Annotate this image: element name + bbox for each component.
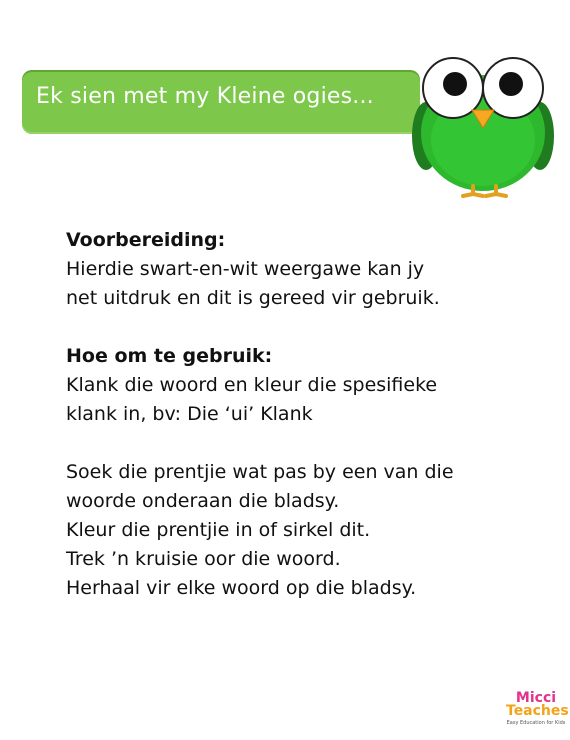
preparation-line: net uitdruk en dit is gereed vir gebruik. (66, 287, 440, 309)
step-line: woorde onderaan die bladsy. (66, 490, 340, 512)
preparation-line: Hierdie swart-en-wit weergawe kan jy (66, 258, 425, 280)
instructions (66, 226, 536, 603)
step-line: Trek ’n kruisie oor die woord. (66, 548, 341, 570)
step-line: Herhaal vir elke woord op die bladsy. (66, 577, 417, 599)
usage-line: klank in, bv: Die ‘ui’ Klank (66, 403, 313, 425)
banner-title: Ek sien met my Kleine ogies... (36, 84, 374, 109)
logo-tagline: Easy Education for Kids (506, 720, 566, 726)
usage-line: Klank die woord en kleur die spesifieke (66, 374, 438, 396)
section-heading-preparation: Voorbereiding: (66, 229, 226, 251)
step-line: Soek die prentjie wat pas by een van die (66, 461, 454, 483)
micci-teaches-logo (506, 690, 569, 732)
logo-line2: Teaches (506, 703, 569, 719)
title-banner (22, 70, 420, 134)
step-line: Kleur die prentjie in of sirkel dit. (66, 519, 371, 541)
section-heading-usage: Hoe om te gebruik: (66, 345, 273, 367)
owl-illustration (408, 48, 558, 198)
logo-line1: Micci (515, 690, 557, 706)
